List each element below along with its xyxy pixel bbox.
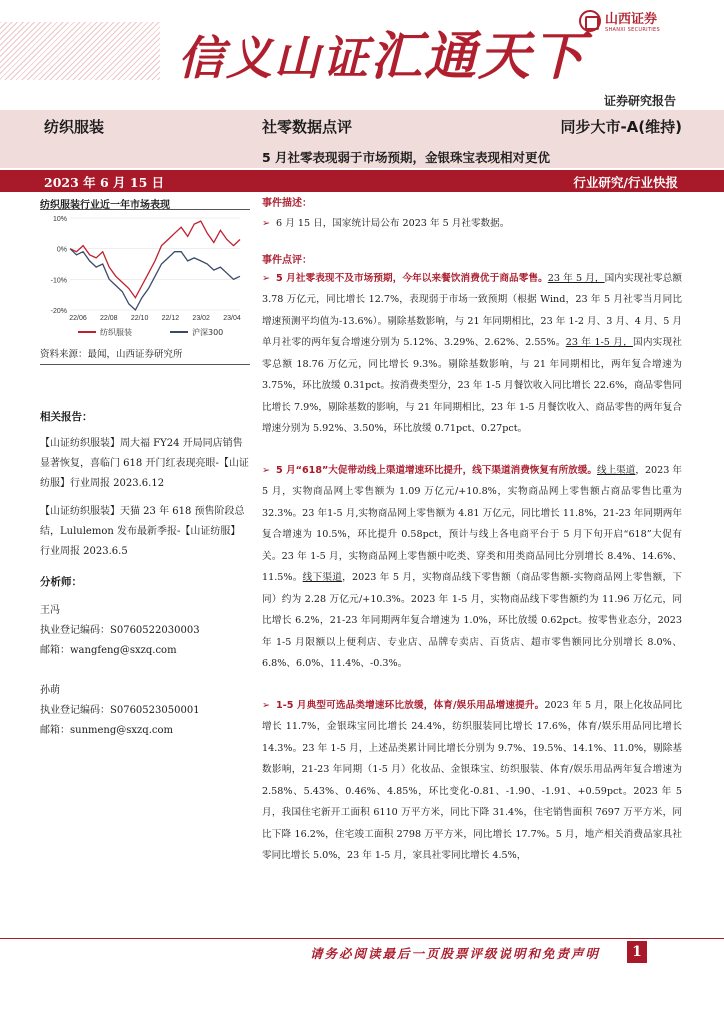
underlined-text: 线下渠道 [302,572,343,583]
paragraph-1-heading: 5 月社零表现不及市场预期，今年以来餐饮消费优于商品零售。 [276,272,548,284]
paragraph-2-heading: 5 月“618”大促带动线上渠道增速环比提升，线下渠道消费恢复有所放缓。 [276,464,597,476]
event-description-label: 事件描述： [262,198,312,209]
brand-banner [0,0,724,110]
series-line [70,221,240,298]
related-report-link[interactable]: 【山证纺织服装】周大福 FY24 开局同店销售显著恢复，喜临门 618 开门红表现亮眼-【山证纺服】行业周报 2023.6.12 [40,438,249,489]
brand-slogan [178,14,586,89]
x-tick-label: 22/10 [130,315,149,322]
analyst-email[interactable]: 邮箱：sunmeng@sxzq.com [40,725,173,736]
paragraph-3 [262,695,682,867]
x-tick-label: 23/04 [223,315,241,322]
left-sidebar [40,192,250,741]
event-description-text: 6 月 15 日，国家统计局公布 2023 年 5 月社零数据。 [276,218,510,229]
company-logo [579,8,660,33]
page-title: 5 月社零表现弱于市场预期，金银珠宝表现相对更优 [262,150,551,165]
x-tick-label: 23/02 [192,315,210,322]
rating: 同步大市-A(维持) [560,118,682,136]
event-description [262,213,682,235]
x-tick-label: 22/08 [100,315,118,322]
paragraph-2-text: ，2023 年 5 月，实物商品网上零售额为 1.09 万亿元/+10.8%，实物商品网上零售额占商品零售比重为32.3%。23 年1-5 月,实物商品网上零售额为 4.81 万亿元，同比增长 11.8%，21-23 年同期两年复合增速为 10.5%，环比提升 0.58pct，预计与线上各电商平台于 5 月下旬开启“618”大促有关。23 年 1-5 月，实物商品网上零售额中吃类、穿类和用类商品同比分别增长 8.4%、14.6%、11.5%。 [262,464,683,583]
logo-icon [579,10,601,32]
logo-text: 山西证券 [605,12,658,27]
chart-source: 资料来源：最闻，山西证券研究所 [40,346,250,365]
report-label: 证券研究报告 [603,94,676,108]
bullet-icon: ➢ [262,272,271,284]
date-bar [0,170,724,192]
analyst-license: 执业登记编码：S0760523050001 [40,705,200,716]
footer-divider [0,938,724,939]
y-tick-label: 0% [56,246,67,254]
bullet-icon: ➢ [262,218,271,229]
underlined-text: 线上渠道 [596,464,636,476]
paragraph-2 [262,460,682,675]
analyst-block [40,601,250,661]
bullet-icon: ➢ [262,464,271,476]
related-reports-list [40,434,250,562]
related-report-link[interactable]: 【山证纺织服装】天猫 23 年 618 预售阶段总结，Lululemon 发布最新季报-【山证纺服】行业周报 2023.6.5 [40,506,245,557]
legend-label: 沪深300 [192,328,224,337]
analyst-block [40,681,250,741]
analyst-name: 孙萌 [40,685,60,696]
related-reports-title: 相关报告： [40,411,93,423]
paragraph-2-text: ，2023 年 5 月，实物商品线下零售额（商品零售额-实物商品网上零售额，下同）约为 2.28 万亿元/+10.3%。2023 年 1-5 月，实物商品线下零售额约为 11.96 万亿元，同比增长 6.2%，21-23 年同期两年复合增速为 1.0%，环比放缓 0.62pct。按零售业态分，2023 年 1-5 月限额以上便利店、专业店、品牌专卖店、百货店、超市零售额同比分别增长 8.0%、6.8%、6.0%、11.4%、-0.3%。 [262,572,682,669]
slogan-part2: 汇通天下 [370,26,587,87]
report-type: 社零数据点评 [262,118,353,136]
report-date: 2023 年 6 月 15 日 [44,175,165,190]
bullet-icon: ➢ [262,699,271,711]
legend-label: 纺织服装 [100,328,132,337]
footer-disclaimer: 请务必阅读最后一页股票评级说明和免责声明 [309,946,600,961]
event-comment-label: 事件点评： [262,254,312,266]
banner-decoration [0,22,160,80]
page-number: 1 [627,941,647,963]
paragraph-3-text: 2023 年 5 月，限上化妆品同比增长 11.7%，金银珠宝同比增长 24.4%，纺织服装同比增长 17.6%，体育/娱乐用品同比增长 14.3%。23 年 1-5 月，上述品类累计同比增长分别为 9.7%、19.5%、14.1%、11.0%，剔除基数影响，21-23 年同期（1-5 月）化妆品、金银珠宝、纺织服装、体育/娱乐用品两年复合增速为 2.58%、5.43%、0.46%、4.85%，环比变化-0.81、-1.90、-1.91、+0.59pct。2023 年 5 月，我国住宅新开工面积 6110 万平方米，同比下降 31.4%，住宅销售面积 7697 万平方米，同比下降 16.2%，住宅竣工面积 2798 万平方米，同比增长 17.7%。5 月，地产相关消费品家具社零同比增长 5.0%，23 年 1-5 月，家具社零同比增长 4.5%， [262,699,682,861]
x-tick-label: 22/12 [161,315,180,322]
chart-title: 纺织服装行业近一年市场表现 [40,192,250,210]
x-tick-label: 22/06 [69,315,87,322]
performance-chart [40,210,250,340]
analysts-title: 分析师： [40,576,82,588]
paragraph-3-heading: 1-5 月典型可选品类增速环比放缓，体育/娱乐用品增速提升。 [276,699,545,711]
underlined-text: 23 年 5 月， [547,272,605,284]
analyst-license: 执业登记编码：S0760522030003 [40,625,200,636]
underlined-text: 23 年 1-5 月， [565,337,633,348]
paragraph-1 [262,268,682,440]
logo-subtext: SHANXI SECURITIES [605,27,660,33]
sector-name: 纺织服装 [44,118,105,136]
analyst-email[interactable]: 邮箱：wangfeng@sxzq.com [40,645,177,656]
report-category: 行业研究/行业快报 [573,175,678,190]
paragraph-1-text: 国内实现社零总额 3.78 万亿元，同比增长 12.7%，表现弱于市场一致预期（根据 Wind，23 年 5 月社零当月同比增速预测平均值为-13.6%）。剔除基数影响，与 21 年同期相比，23 年 1-2 月、3 月、4 月、5 月单月社零的两年复合增速分别为 5.12%、3.29%、2.62%、2.55%。 [262,272,683,348]
slogan-part1: 信义山证 [178,31,370,85]
main-content [262,192,682,867]
paragraph-1-text: 国内实现社零总额 18.76 万亿元，同比增长 9.3%。剔除基数影响，与 21 年同期相比，两年复合增速为 3.75%，环比放缓 0.31pct。按消费类型分，23 年 1-5 月餐饮收入同比增长 22.6%，商品零售同比增长 7.9%，剔除基数的影响，与 21 年同期相比，23 年 1-5 月餐饮收入、商品零售的两年复合增速分别为 5.92%、3.50%，环比放缓 0.71pct、0.27pct。 [262,337,682,434]
analyst-name: 王冯 [40,605,60,616]
chart-svg [40,210,250,340]
y-tick-label: -20% [50,308,67,315]
y-tick-label: 10% [52,216,67,223]
y-tick-label: -10% [50,277,67,285]
